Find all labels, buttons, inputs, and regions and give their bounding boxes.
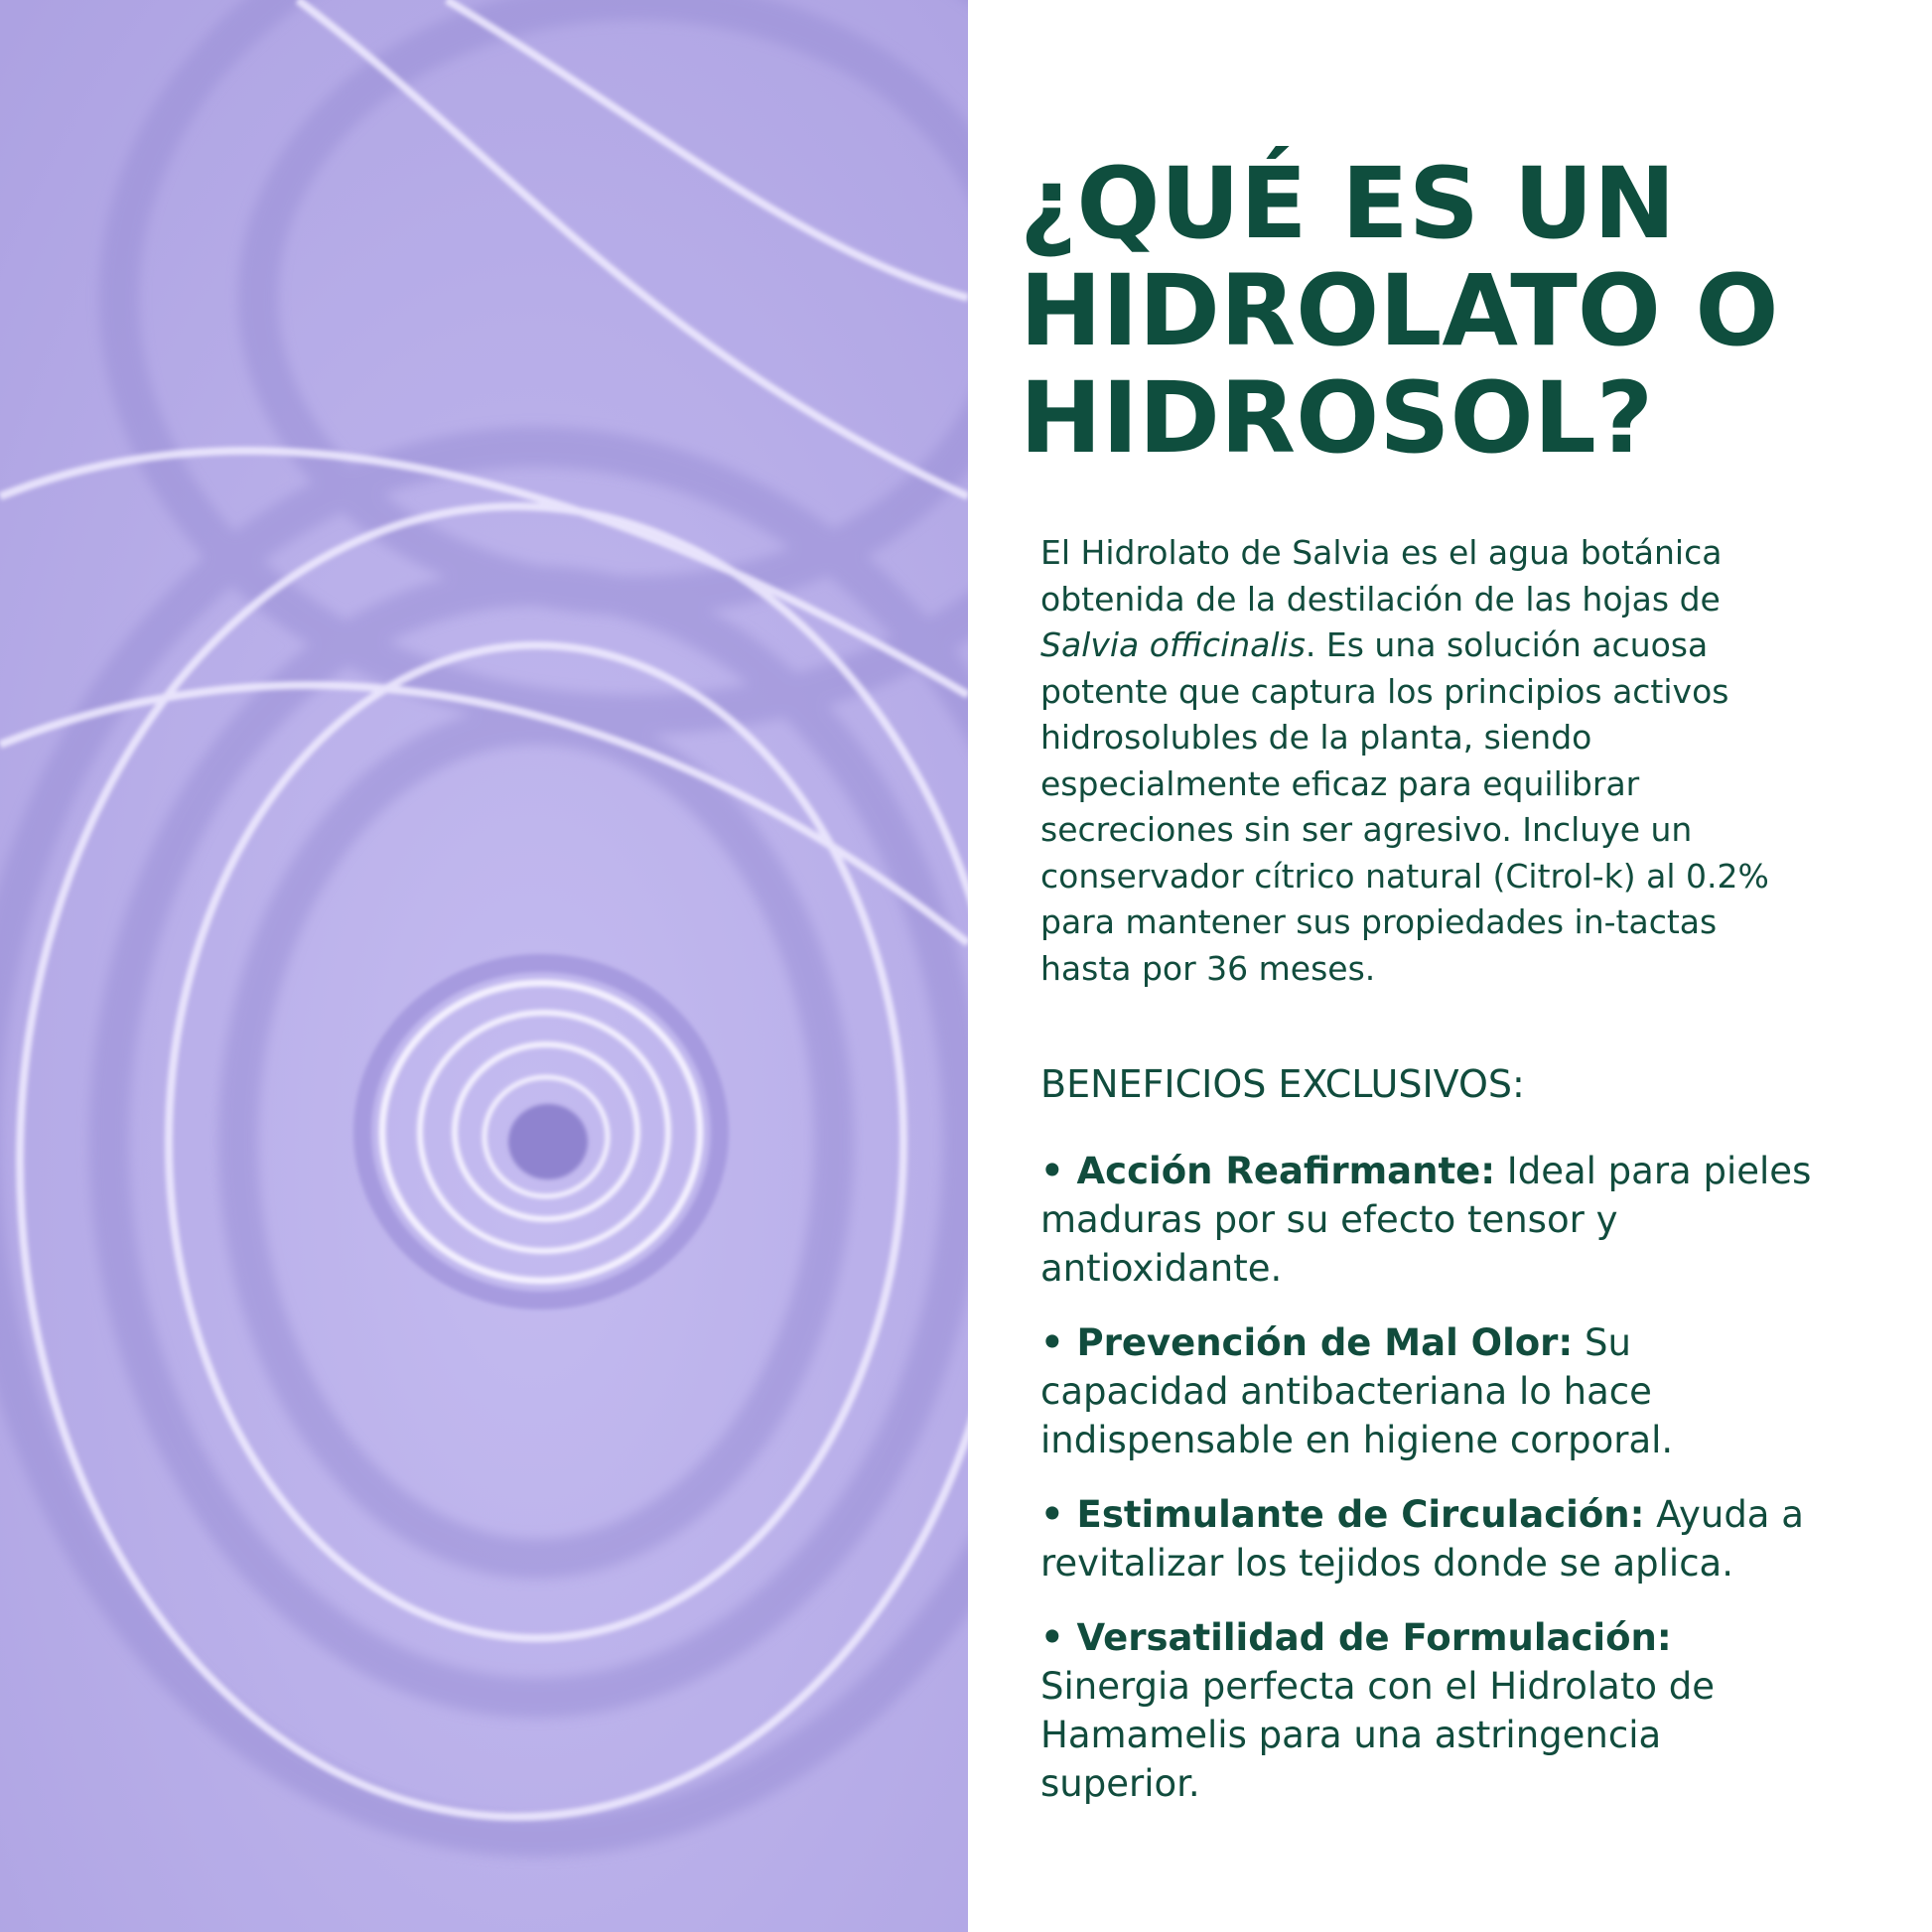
bullet-icon: • xyxy=(1040,1493,1064,1536)
benefit-item xyxy=(1040,1147,1815,1293)
species-name: Salvia officinalis xyxy=(1040,625,1306,664)
benefits-list xyxy=(1040,1147,1815,1808)
benefit-name: Estimulante de Circulación: xyxy=(1076,1493,1645,1536)
bullet-icon: • xyxy=(1040,1321,1064,1364)
benefit-text: Su capacidad antibacteriana lo hace indispensable en higiene corporal. xyxy=(1040,1321,1674,1461)
title-line-3: HIDROSOL? xyxy=(1020,361,1654,476)
benefit-text: Ideal para pieles maduras por su efecto tensor y antioxidante. xyxy=(1040,1150,1812,1290)
title-line-1: ¿QUÉ ES UN xyxy=(1020,147,1676,261)
intro-paragraph xyxy=(1040,530,1795,992)
bullet-icon: • xyxy=(1040,1150,1064,1192)
intro-text-part-1: El Hidrolato de Salvia es el agua botánica obtenida de la destilación de las hojas de xyxy=(1040,533,1723,619)
page-title xyxy=(1020,147,1893,476)
benefit-name: Prevención de Mal Olor: xyxy=(1076,1321,1574,1364)
benefit-name: Acción Reafirmante: xyxy=(1076,1150,1496,1192)
benefit-item xyxy=(1040,1490,1815,1587)
title-line-2: HIDROLATO O xyxy=(1020,254,1779,368)
benefit-text: Ayuda a revitalizar los tejidos donde se aplica. xyxy=(1040,1493,1804,1585)
intro-text-part-2: . Es una solución acuosa potente que captura los principios activos hidrosolubles de la planta, siendo especialmente eficaz para equilibrar secreciones sin ser agresivo. Incluye un conservador cítrico natural (Citrol-k) al 0.2% para mantener sus propiedades in-tactas hasta por 36 meses. xyxy=(1040,625,1769,988)
benefit-item xyxy=(1040,1613,1815,1808)
benefits-heading: BENEFICIOS EXCLUSIVOS: xyxy=(1040,1062,1525,1106)
benefit-text: Sinergia perfecta con el Hidrolato de Hamamelis para una astringencia superior. xyxy=(1040,1665,1716,1805)
benefit-name: Versatilidad de Formulación: xyxy=(1076,1616,1672,1659)
content-panel xyxy=(1020,147,1893,1834)
benefit-item xyxy=(1040,1318,1815,1464)
bullet-icon: • xyxy=(1040,1616,1064,1659)
